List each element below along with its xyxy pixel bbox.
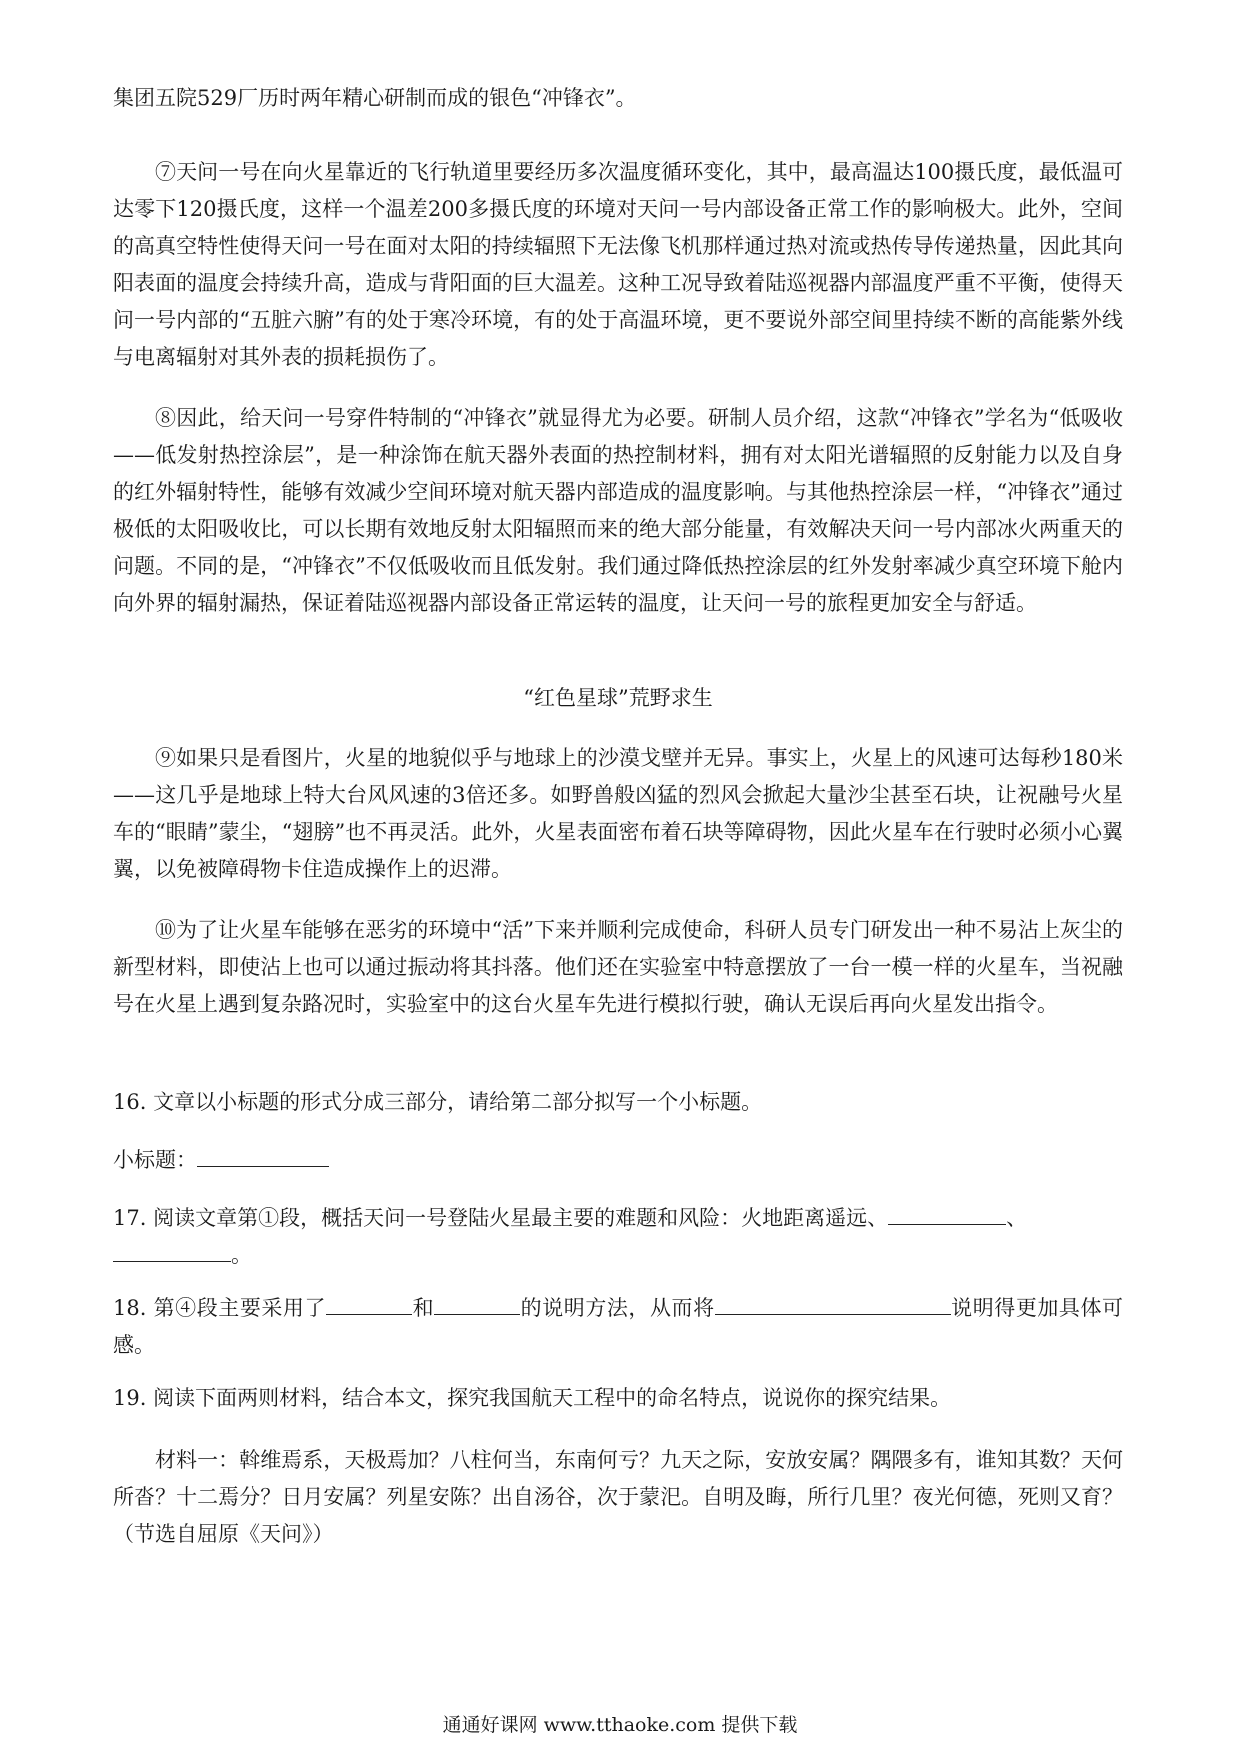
question-16-answer xyxy=(113,1142,1123,1179)
question-18 xyxy=(113,1290,1123,1364)
paragraph-8: ⑧因此，给天问一号穿件特制的“冲锋衣”就显得尤为必要。研制人员介绍，这款“冲锋衣”学名为“低吸收——低发射热控涂层”，是一种涂饰在航天器外表面的热控制材料，拥有对太阳光谱辐照的反射能力以及自身的红外辐射特性，能够有效减少空间环境对航天器内部造成的温度影响。与其他热控涂层一样，“冲锋衣”通过极低的太阳吸收比，可以长期有效地反射太阳辐照而来的绝大部分能量，有效解决天问一号内部冰火两重天的问题。不同的是，“冲锋衣”不仅低吸收而且低发射。我们通过降低热控涂层的红外发射率减少真空环境下舱内向外界的辐射漏热，保证着陆巡视器内部设备正常运转的温度，让天问一号的旅程更加安全与舒适。 xyxy=(113,406,1123,615)
question-16-answer-label: 小标题： xyxy=(113,1148,197,1172)
answer-blank-16[interactable] xyxy=(197,1144,329,1167)
question-17-end: 。 xyxy=(231,1243,252,1267)
answer-blank-17b[interactable] xyxy=(113,1239,231,1262)
question-17-separator: 、 xyxy=(1006,1206,1028,1230)
question-18-and: 和 xyxy=(412,1296,435,1320)
answer-blank-18b[interactable] xyxy=(434,1292,520,1315)
paragraph-continuation: 集团五院529厂历时两年精心研制而成的银色“冲锋衣”。 xyxy=(113,86,637,110)
question-17-text: 17. 阅读文章第①段，概括天问一号登陆火星最主要的难题和风险：火地距离遥远、 xyxy=(113,1206,889,1230)
answer-blank-18c[interactable] xyxy=(715,1292,951,1315)
material-1: 材料一：斡维焉系，天极焉加？八柱何当，东南何亏？九天之际，安放安属？隅隈多有，谁知其数？天何所沓？十二焉分？日月安属？列星安陈？出自汤谷，次于蒙汜。自明及晦，所行几里？夜光何德，死则又育？（节选自屈原《天问》） xyxy=(113,1448,1123,1546)
paragraph-7: ⑦天问一号在向火星靠近的飞行轨道里要经历多次温度循环变化，其中，最高温达100摄氏度，最低温可达零下120摄氏度，这样一个温差200多摄氏度的环境对天问一号内部设备正常工作的影响极大。此外，空间的高真空特性使得天问一号在面对太阳的持续辐照下无法像飞机那样通过热对流或热传导传递热量，因此其向阳表面的温度会持续升高，造成与背阳面的巨大温差。这种工况导致着陆巡视器内部温度严重不平衡，使得天问一号内部的“五脏六腑”有的处于寒冷环境，有的处于高温环境，更不要说外部空间里持续不断的高能紫外线与电离辐射对其外表的损耗损伤了。 xyxy=(113,160,1123,369)
question-17 xyxy=(113,1200,1123,1274)
question-18-text-1: 18. 第④段主要采用了 xyxy=(113,1296,327,1320)
answer-blank-17a[interactable] xyxy=(888,1202,1006,1225)
paragraph-9: ⑨如果只是看图片，火星的地貌似乎与地球上的沙漠戈壁并无异。事实上，火星上的风速可达每秒180米——这几乎是地球上特大台风风速的3倍还多。如野兽般凶猛的烈风会掀起大量沙尘甚至石块，让祝融号火星车的“眼睛”蒙尘，“翅膀”也不再灵活。此外，火星表面密布着石块等障碍物，因此火星车在行驶时必须小心翼翼，以免被障碍物卡住造成操作上的迟滞。 xyxy=(113,746,1123,881)
paragraph-10: ⑩为了让火星车能够在恶劣的环境中“活”下来并顺利完成使命，科研人员专门研发出一种不易沾上灰尘的新型材料，即使沾上也可以通过振动将其抖落。他们还在实验室中特意摆放了一台一模一样的火星车，当祝融号在火星上遇到复杂路况时，实验室中的这台火星车先进行模拟行驶，确认无误后再向火星发出指令。 xyxy=(113,918,1123,1016)
question-18-text-3: 说明得更加具体可感。 xyxy=(113,1296,1124,1357)
question-16: 16. 文章以小标题的形式分成三部分，请给第二部分拟写一个小标题。 xyxy=(113,1090,763,1114)
answer-blank-18a[interactable] xyxy=(326,1292,412,1315)
footer-credit: 通通好课网 www.tthaoke.com 提供下载 xyxy=(442,1714,798,1736)
question-19: 19. 阅读下面两则材料，结合本文，探究我国航天工程中的命名特点，说说你的探究结果。 xyxy=(113,1386,952,1410)
question-18-text-2: 的说明方法，从而将 xyxy=(520,1296,715,1320)
section-subtitle: “红色星球”荒野求生 xyxy=(523,686,713,710)
